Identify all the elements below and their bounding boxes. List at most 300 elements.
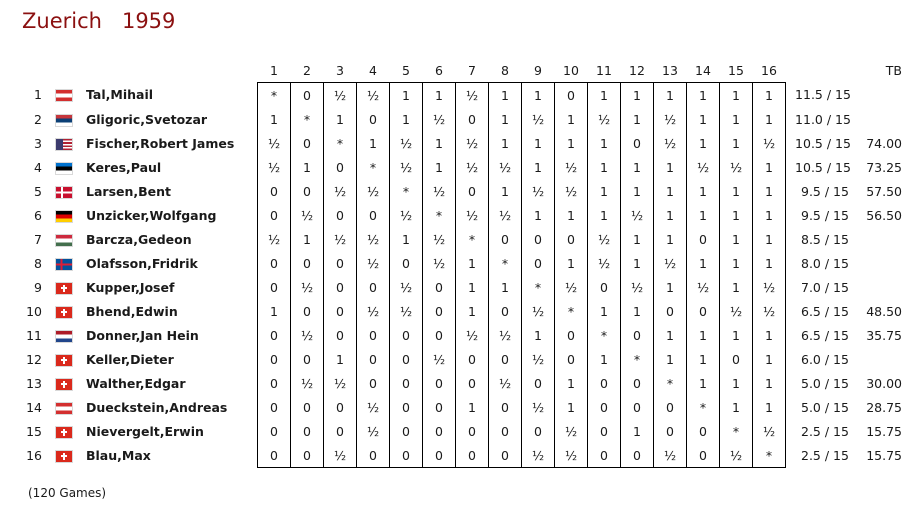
result-cell: 1: [720, 251, 753, 275]
result-cell: ½: [522, 347, 555, 371]
result-cell: 1: [687, 83, 720, 108]
player-name: Gligoric,Svetozar: [86, 111, 208, 127]
result-cell: 1: [687, 179, 720, 203]
result-cell: 1: [588, 83, 621, 108]
player-score: 9.5 / 15: [797, 207, 849, 223]
result-cell: 0: [390, 443, 423, 468]
player-name: Kupper,Josef: [86, 279, 175, 295]
flag-sui-icon: [56, 283, 72, 294]
result-cell: 1: [324, 107, 357, 131]
result-cell: 1: [654, 323, 687, 347]
column-number: 3: [336, 62, 344, 78]
result-cell: 1: [522, 83, 555, 108]
result-cell: 0: [489, 227, 522, 251]
result-cell: 0: [291, 179, 324, 203]
player-row: [22, 299, 902, 323]
column-number: 15: [728, 62, 744, 78]
result-cell: 1: [456, 299, 489, 323]
player-tiebreak: 28.75: [866, 399, 902, 415]
result-cell: 1: [291, 155, 324, 179]
player-name: Keres,Paul: [86, 159, 162, 175]
result-cell: 0: [588, 443, 621, 468]
column-number: 9: [534, 62, 542, 78]
result-cell: 0: [423, 419, 456, 443]
column-number: 11: [596, 62, 612, 78]
result-cell: 1: [621, 299, 654, 323]
player-tiebreak: 74.00: [866, 135, 902, 151]
result-cell: 1: [720, 203, 753, 227]
result-cell: 0: [555, 323, 588, 347]
result-cell: 0: [357, 371, 390, 395]
player-rank: 1: [34, 87, 42, 103]
result-cell: 0: [654, 419, 687, 443]
result-cell: 0: [258, 251, 291, 275]
flag-srb-icon: [56, 115, 72, 126]
result-cell: ½: [423, 347, 456, 371]
result-cell: *: [687, 395, 720, 419]
result-cell: 0: [423, 371, 456, 395]
result-cell: 1: [654, 83, 687, 108]
result-cell: ½: [489, 371, 522, 395]
player-flag-cell: [42, 275, 86, 299]
result-cell: 0: [291, 443, 324, 468]
result-cell: 0: [324, 395, 357, 419]
player-tiebreak: [860, 107, 902, 131]
result-cell: 0: [720, 347, 753, 371]
player-rank: 12: [26, 351, 42, 367]
result-cell: *: [423, 203, 456, 227]
result-cell: 1: [555, 107, 588, 131]
result-cell: 1: [753, 251, 786, 275]
result-cell: ½: [654, 443, 687, 468]
result-cell: ½: [555, 275, 588, 299]
result-cell: 0: [621, 443, 654, 468]
result-cell: 0: [522, 251, 555, 275]
result-cell: 0: [687, 443, 720, 468]
result-cell: 0: [324, 419, 357, 443]
result-cell: 1: [456, 275, 489, 299]
result-cell: *: [258, 83, 291, 108]
result-cell: 0: [258, 419, 291, 443]
player-row: [22, 395, 902, 419]
page-title: Zuerich 1959: [22, 9, 176, 33]
result-cell: 1: [753, 107, 786, 131]
header-flag-spacer: [42, 58, 86, 83]
player-tiebreak: [860, 275, 902, 299]
result-cell: *: [621, 347, 654, 371]
result-cell: ½: [687, 155, 720, 179]
result-cell: ½: [456, 131, 489, 155]
result-cell: 1: [456, 395, 489, 419]
result-cell: 0: [357, 107, 390, 131]
result-cell: *: [357, 155, 390, 179]
result-cell: 1: [654, 227, 687, 251]
result-cell: ½: [258, 131, 291, 155]
result-cell: ½: [324, 443, 357, 468]
header-score-spacer: [786, 58, 861, 83]
result-cell: 0: [423, 443, 456, 468]
result-cell: *: [588, 323, 621, 347]
player-row: [22, 83, 902, 108]
column-number: 8: [501, 62, 509, 78]
result-cell: 0: [258, 275, 291, 299]
result-cell: 1: [258, 299, 291, 323]
player-flag-cell: [42, 443, 86, 468]
result-cell: 1: [588, 347, 621, 371]
result-cell: ½: [258, 227, 291, 251]
result-cell: 1: [720, 131, 753, 155]
result-cell: 0: [423, 299, 456, 323]
result-cell: 0: [357, 347, 390, 371]
player-score: 8.5 / 15: [797, 231, 849, 247]
player-score: 10.5 / 15: [795, 159, 851, 175]
result-cell: 1: [621, 251, 654, 275]
result-cell: 1: [522, 323, 555, 347]
column-number: 16: [761, 62, 777, 78]
column-number: 6: [435, 62, 443, 78]
result-cell: *: [324, 131, 357, 155]
player-tiebreak: [860, 227, 902, 251]
player-score: 6.5 / 15: [797, 327, 849, 343]
result-cell: 1: [753, 203, 786, 227]
result-cell: ½: [357, 227, 390, 251]
column-number: 12: [629, 62, 645, 78]
result-cell: 0: [621, 323, 654, 347]
result-cell: 0: [687, 227, 720, 251]
result-cell: 0: [687, 299, 720, 323]
player-tiebreak: 15.75: [866, 447, 902, 463]
player-row: [22, 275, 902, 299]
player-row: [22, 251, 902, 275]
result-cell: 0: [291, 131, 324, 155]
player-rank: 6: [34, 207, 42, 223]
player-flag-cell: [42, 155, 86, 179]
result-cell: 1: [720, 371, 753, 395]
result-cell: 1: [753, 323, 786, 347]
result-cell: 0: [324, 299, 357, 323]
result-cell: 0: [555, 227, 588, 251]
result-cell: ½: [324, 371, 357, 395]
result-cell: 1: [390, 107, 423, 131]
result-cell: 1: [687, 323, 720, 347]
result-cell: 0: [456, 347, 489, 371]
result-cell: 0: [357, 443, 390, 468]
result-cell: 0: [456, 419, 489, 443]
result-cell: ½: [753, 275, 786, 299]
result-cell: 0: [390, 347, 423, 371]
result-cell: ½: [324, 227, 357, 251]
result-cell: ½: [654, 251, 687, 275]
result-cell: 0: [456, 371, 489, 395]
result-cell: 1: [720, 275, 753, 299]
result-cell: 0: [522, 371, 555, 395]
result-cell: ½: [423, 179, 456, 203]
player-name: Olafsson,Fridrik: [86, 255, 198, 271]
result-cell: 0: [357, 323, 390, 347]
result-cell: 1: [522, 131, 555, 155]
result-cell: 1: [753, 179, 786, 203]
result-cell: ½: [390, 203, 423, 227]
result-cell: 0: [291, 395, 324, 419]
result-cell: ½: [357, 299, 390, 323]
result-cell: 0: [654, 299, 687, 323]
result-cell: ½: [654, 107, 687, 131]
result-cell: 0: [621, 371, 654, 395]
result-cell: 1: [621, 83, 654, 108]
result-cell: ½: [588, 251, 621, 275]
result-cell: 0: [621, 131, 654, 155]
result-cell: ½: [720, 155, 753, 179]
result-cell: ½: [357, 419, 390, 443]
player-score: 10.5 / 15: [795, 135, 851, 151]
column-number: 5: [402, 62, 410, 78]
result-cell: *: [456, 227, 489, 251]
result-cell: ½: [291, 371, 324, 395]
result-cell: *: [522, 275, 555, 299]
player-score: 8.0 / 15: [797, 255, 849, 271]
result-cell: 0: [291, 83, 324, 108]
result-cell: 0: [258, 203, 291, 227]
result-cell: ½: [522, 179, 555, 203]
result-cell: 0: [423, 275, 456, 299]
result-cell: 0: [258, 395, 291, 419]
result-cell: *: [489, 251, 522, 275]
player-name: Unzicker,Wolfgang: [86, 207, 217, 223]
column-number: 7: [468, 62, 476, 78]
player-flag-cell: [42, 347, 86, 371]
result-cell: 0: [357, 203, 390, 227]
result-cell: 1: [654, 275, 687, 299]
result-cell: 0: [258, 323, 291, 347]
result-cell: 1: [654, 203, 687, 227]
result-cell: 1: [489, 83, 522, 108]
result-cell: 1: [489, 107, 522, 131]
result-cell: 1: [687, 203, 720, 227]
column-number: 2: [303, 62, 311, 78]
result-cell: 0: [489, 419, 522, 443]
result-cell: 0: [522, 227, 555, 251]
column-number: 14: [695, 62, 711, 78]
result-cell: 1: [621, 227, 654, 251]
result-cell: ½: [456, 203, 489, 227]
result-cell: ½: [555, 443, 588, 468]
result-cell: 1: [423, 131, 456, 155]
result-cell: 0: [324, 203, 357, 227]
result-cell: 1: [720, 323, 753, 347]
result-cell: 1: [522, 203, 555, 227]
player-rank: 13: [26, 375, 42, 391]
result-cell: 1: [555, 395, 588, 419]
result-cell: ½: [753, 419, 786, 443]
result-cell: ½: [753, 131, 786, 155]
player-tiebreak: 15.75: [866, 423, 902, 439]
result-cell: 0: [588, 419, 621, 443]
result-cell: ½: [522, 395, 555, 419]
result-cell: *: [654, 371, 687, 395]
player-row: [22, 443, 902, 468]
result-cell: 0: [654, 395, 687, 419]
tiebreak-header: TB: [885, 62, 902, 78]
player-name: Barcza,Gedeon: [86, 231, 192, 247]
result-cell: 1: [291, 227, 324, 251]
result-cell: 0: [390, 323, 423, 347]
result-cell: 1: [489, 275, 522, 299]
player-row: [22, 371, 902, 395]
result-cell: 0: [588, 275, 621, 299]
result-cell: 0: [555, 347, 588, 371]
result-cell: 1: [588, 203, 621, 227]
player-row: [22, 347, 902, 371]
column-number: 10: [563, 62, 579, 78]
result-cell: 1: [753, 155, 786, 179]
player-flag-cell: [42, 107, 86, 131]
flag-sui-icon: [56, 427, 72, 438]
result-cell: 0: [522, 419, 555, 443]
result-cell: *: [753, 443, 786, 468]
player-tiebreak: 73.25: [866, 159, 902, 175]
player-rank: 8: [34, 255, 42, 271]
result-cell: 1: [720, 107, 753, 131]
result-cell: 1: [720, 179, 753, 203]
player-row: [22, 179, 902, 203]
player-row: [22, 323, 902, 347]
player-rank: 2: [34, 111, 42, 127]
result-cell: ½: [654, 131, 687, 155]
result-cell: *: [390, 179, 423, 203]
result-cell: 1: [555, 371, 588, 395]
flag-ger-icon: [56, 211, 72, 222]
player-tiebreak: [860, 83, 902, 108]
result-cell: 0: [390, 371, 423, 395]
player-row: [22, 227, 902, 251]
header-name-spacer: [86, 58, 258, 83]
result-cell: ½: [489, 203, 522, 227]
result-cell: ½: [621, 203, 654, 227]
player-flag-cell: [42, 299, 86, 323]
player-rank: 4: [34, 159, 42, 175]
result-cell: 1: [588, 179, 621, 203]
result-cell: ½: [687, 275, 720, 299]
result-cell: ½: [390, 155, 423, 179]
result-cell: 0: [423, 395, 456, 419]
result-cell: 1: [753, 227, 786, 251]
player-flag-cell: [42, 83, 86, 108]
result-cell: *: [720, 419, 753, 443]
result-cell: 0: [489, 347, 522, 371]
result-cell: 0: [489, 443, 522, 468]
result-cell: 1: [621, 155, 654, 179]
result-cell: 1: [654, 347, 687, 371]
player-row: [22, 131, 902, 155]
result-cell: 1: [753, 371, 786, 395]
flag-sui-icon: [56, 379, 72, 390]
result-cell: ½: [621, 275, 654, 299]
result-cell: 1: [390, 83, 423, 108]
result-cell: 0: [423, 323, 456, 347]
result-cell: ½: [456, 323, 489, 347]
result-cell: 1: [555, 131, 588, 155]
result-cell: 1: [753, 395, 786, 419]
player-row: [22, 155, 902, 179]
flag-ned-icon: [56, 331, 72, 342]
result-cell: 1: [720, 83, 753, 108]
player-tiebreak: 57.50: [866, 183, 902, 199]
result-cell: 1: [654, 155, 687, 179]
result-cell: 1: [720, 227, 753, 251]
result-cell: ½: [423, 251, 456, 275]
result-cell: 0: [456, 179, 489, 203]
result-cell: ½: [423, 107, 456, 131]
player-flag-cell: [42, 323, 86, 347]
result-cell: 0: [621, 395, 654, 419]
player-rank: 11: [26, 327, 42, 343]
player-flag-cell: [42, 227, 86, 251]
games-count-note: (120 Games): [28, 486, 107, 500]
player-rank: 10: [26, 303, 42, 319]
result-cell: 1: [357, 131, 390, 155]
player-name: Larsen,Bent: [86, 183, 172, 199]
player-score: 5.0 / 15: [797, 399, 849, 415]
result-cell: 0: [456, 443, 489, 468]
result-cell: ½: [390, 299, 423, 323]
crosstable: [22, 58, 902, 468]
result-cell: 0: [390, 251, 423, 275]
player-tiebreak: 48.50: [866, 303, 902, 319]
flag-aut-icon: [56, 403, 72, 414]
result-cell: 1: [456, 251, 489, 275]
header-rank-spacer: [22, 58, 42, 83]
result-cell: 1: [423, 83, 456, 108]
player-score: 2.5 / 15: [797, 423, 849, 439]
player-row: [22, 419, 902, 443]
result-cell: 0: [357, 275, 390, 299]
result-cell: 1: [588, 155, 621, 179]
player-tiebreak: 30.00: [866, 375, 902, 391]
result-cell: 0: [291, 347, 324, 371]
player-score: 2.5 / 15: [797, 447, 849, 463]
result-cell: ½: [522, 107, 555, 131]
result-cell: ½: [456, 83, 489, 108]
result-cell: ½: [588, 227, 621, 251]
player-rank: 15: [26, 423, 42, 439]
result-cell: 1: [522, 155, 555, 179]
result-cell: ½: [357, 395, 390, 419]
result-cell: ½: [324, 83, 357, 108]
player-tiebreak: [860, 251, 902, 275]
result-cell: ½: [456, 155, 489, 179]
result-cell: 0: [258, 347, 291, 371]
player-flag-cell: [42, 131, 86, 155]
result-cell: 1: [324, 347, 357, 371]
result-cell: ½: [291, 203, 324, 227]
player-score: 5.0 / 15: [797, 375, 849, 391]
result-cell: ½: [357, 179, 390, 203]
player-rank: 16: [26, 447, 42, 463]
result-cell: ½: [588, 107, 621, 131]
player-name: Blau,Max: [86, 447, 151, 463]
result-cell: 0: [489, 395, 522, 419]
result-cell: 0: [324, 323, 357, 347]
result-cell: 0: [324, 251, 357, 275]
result-cell: ½: [720, 299, 753, 323]
player-score: 7.0 / 15: [797, 279, 849, 295]
result-cell: 0: [588, 395, 621, 419]
result-cell: 1: [621, 107, 654, 131]
player-row: [22, 203, 902, 227]
result-cell: 0: [291, 419, 324, 443]
result-cell: 0: [258, 371, 291, 395]
flag-usa-icon: [56, 139, 72, 150]
